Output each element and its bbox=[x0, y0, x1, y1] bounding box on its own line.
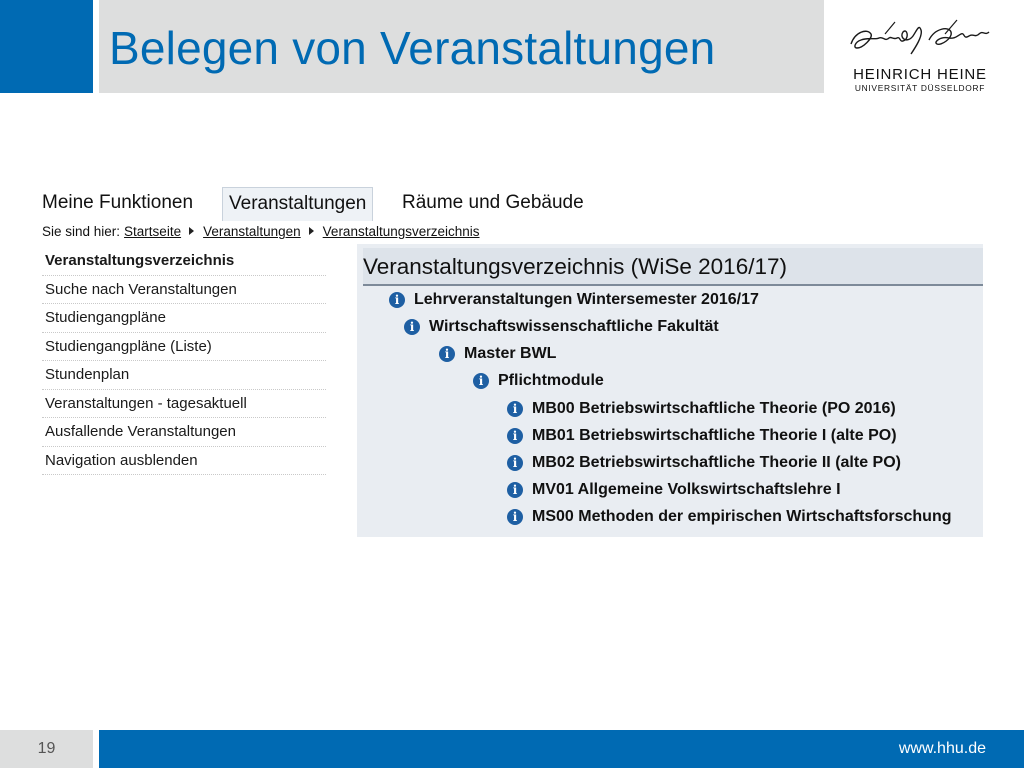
menu-item-veranstaltungsverzeichnis[interactable]: Veranstaltungsverzeichnis bbox=[42, 247, 326, 276]
tree-item-label[interactable]: MB02 Betriebswirtschaftliche Theorie II (alte PO) bbox=[532, 454, 901, 471]
logo-line-2: UNIVERSITÄT DÜSSELDORF bbox=[854, 83, 986, 93]
info-icon[interactable]: i bbox=[507, 455, 523, 471]
info-icon[interactable]: i bbox=[439, 346, 455, 362]
menu-item-studiengangplaene-liste[interactable]: Studiengangpläne (Liste) bbox=[42, 333, 326, 362]
breadcrumb-link-veranstaltungen[interactable]: Veranstaltungen bbox=[203, 224, 301, 239]
logo-line-1: HEINRICH HEINE bbox=[853, 66, 987, 83]
info-icon[interactable]: i bbox=[473, 373, 489, 389]
menu-item-studiengangplaene[interactable]: Studiengangpläne bbox=[42, 304, 326, 333]
tree-item[interactable] bbox=[507, 477, 841, 503]
slide-title: Belegen von Veranstaltungen bbox=[109, 22, 716, 74]
info-icon[interactable]: i bbox=[389, 292, 405, 308]
info-icon[interactable]: i bbox=[507, 509, 523, 525]
left-menu bbox=[42, 247, 326, 475]
menu-item-suche-nach-veranstaltungen[interactable]: Suche nach Veranstaltungen bbox=[42, 276, 326, 305]
info-icon[interactable]: i bbox=[507, 428, 523, 444]
course-directory-panel bbox=[357, 244, 983, 537]
tree-item-label[interactable]: MB00 Betriebswirtschaftliche Theorie (PO 2016) bbox=[532, 400, 896, 417]
tree-item-label[interactable]: Lehrveranstaltungen Wintersemester 2016/17 bbox=[414, 291, 759, 308]
breadcrumb-link-veranstaltungsverzeichnis[interactable]: Veranstaltungsverzeichnis bbox=[322, 224, 480, 239]
tree-item-label[interactable]: Master BWL bbox=[464, 345, 557, 362]
signature-logo-icon bbox=[845, 14, 995, 64]
tree-item-label[interactable]: Pflichtmodule bbox=[498, 372, 604, 389]
footer-url: www.hhu.de bbox=[898, 740, 986, 757]
tree-item[interactable] bbox=[389, 287, 759, 313]
tree-item[interactable] bbox=[507, 396, 896, 422]
breadcrumb-prefix: Sie sind hier: bbox=[42, 224, 121, 239]
tree-item[interactable] bbox=[507, 504, 951, 530]
tree-item[interactable] bbox=[507, 423, 897, 449]
tree-item[interactable] bbox=[473, 368, 604, 394]
breadcrumb bbox=[42, 224, 480, 239]
breadcrumb-arrow-icon bbox=[189, 227, 194, 235]
tree-item-label[interactable]: MB01 Betriebswirtschaftliche Theorie I (alte PO) bbox=[532, 427, 897, 444]
menu-item-veranstaltungen-tagesaktuell[interactable]: Veranstaltungen - tagesaktuell bbox=[42, 390, 326, 419]
nav-tab-raeume-und-gebaeude[interactable]: Räume und Gebäude bbox=[402, 192, 584, 213]
panel-title: Veranstaltungsverzeichnis (WiSe 2016/17) bbox=[363, 248, 983, 286]
footer-blue-bar bbox=[99, 730, 1024, 768]
breadcrumb-arrow-icon bbox=[309, 227, 314, 235]
university-logo bbox=[845, 14, 995, 96]
tree-item[interactable] bbox=[439, 341, 556, 367]
nav-tab-veranstaltungen[interactable]: Veranstaltungen bbox=[222, 187, 373, 221]
tree-item-label[interactable]: Wirtschaftswissenschaftliche Fakultät bbox=[429, 318, 719, 335]
tree-item[interactable] bbox=[507, 450, 901, 476]
breadcrumb-link-startseite[interactable]: Startseite bbox=[124, 224, 182, 239]
tree-item-label[interactable]: MV01 Allgemeine Volkswirtschaftslehre I bbox=[532, 481, 841, 498]
nav-tab-meine-funktionen[interactable]: Meine Funktionen bbox=[42, 192, 194, 213]
menu-item-stundenplan[interactable]: Stundenplan bbox=[42, 361, 326, 390]
page-number: 19 bbox=[37, 740, 56, 757]
info-icon[interactable]: i bbox=[404, 319, 420, 335]
menu-item-navigation-ausblenden[interactable]: Navigation ausblenden bbox=[42, 447, 326, 476]
info-icon[interactable]: i bbox=[507, 401, 523, 417]
info-icon[interactable]: i bbox=[507, 482, 523, 498]
tree-item-label[interactable]: MS00 Methoden der empirischen Wirtschaftsforschung bbox=[532, 508, 952, 525]
header-blue-block bbox=[0, 0, 93, 93]
tree-item[interactable] bbox=[404, 314, 719, 340]
menu-item-ausfallende-veranstaltungen[interactable]: Ausfallende Veranstaltungen bbox=[42, 418, 326, 447]
